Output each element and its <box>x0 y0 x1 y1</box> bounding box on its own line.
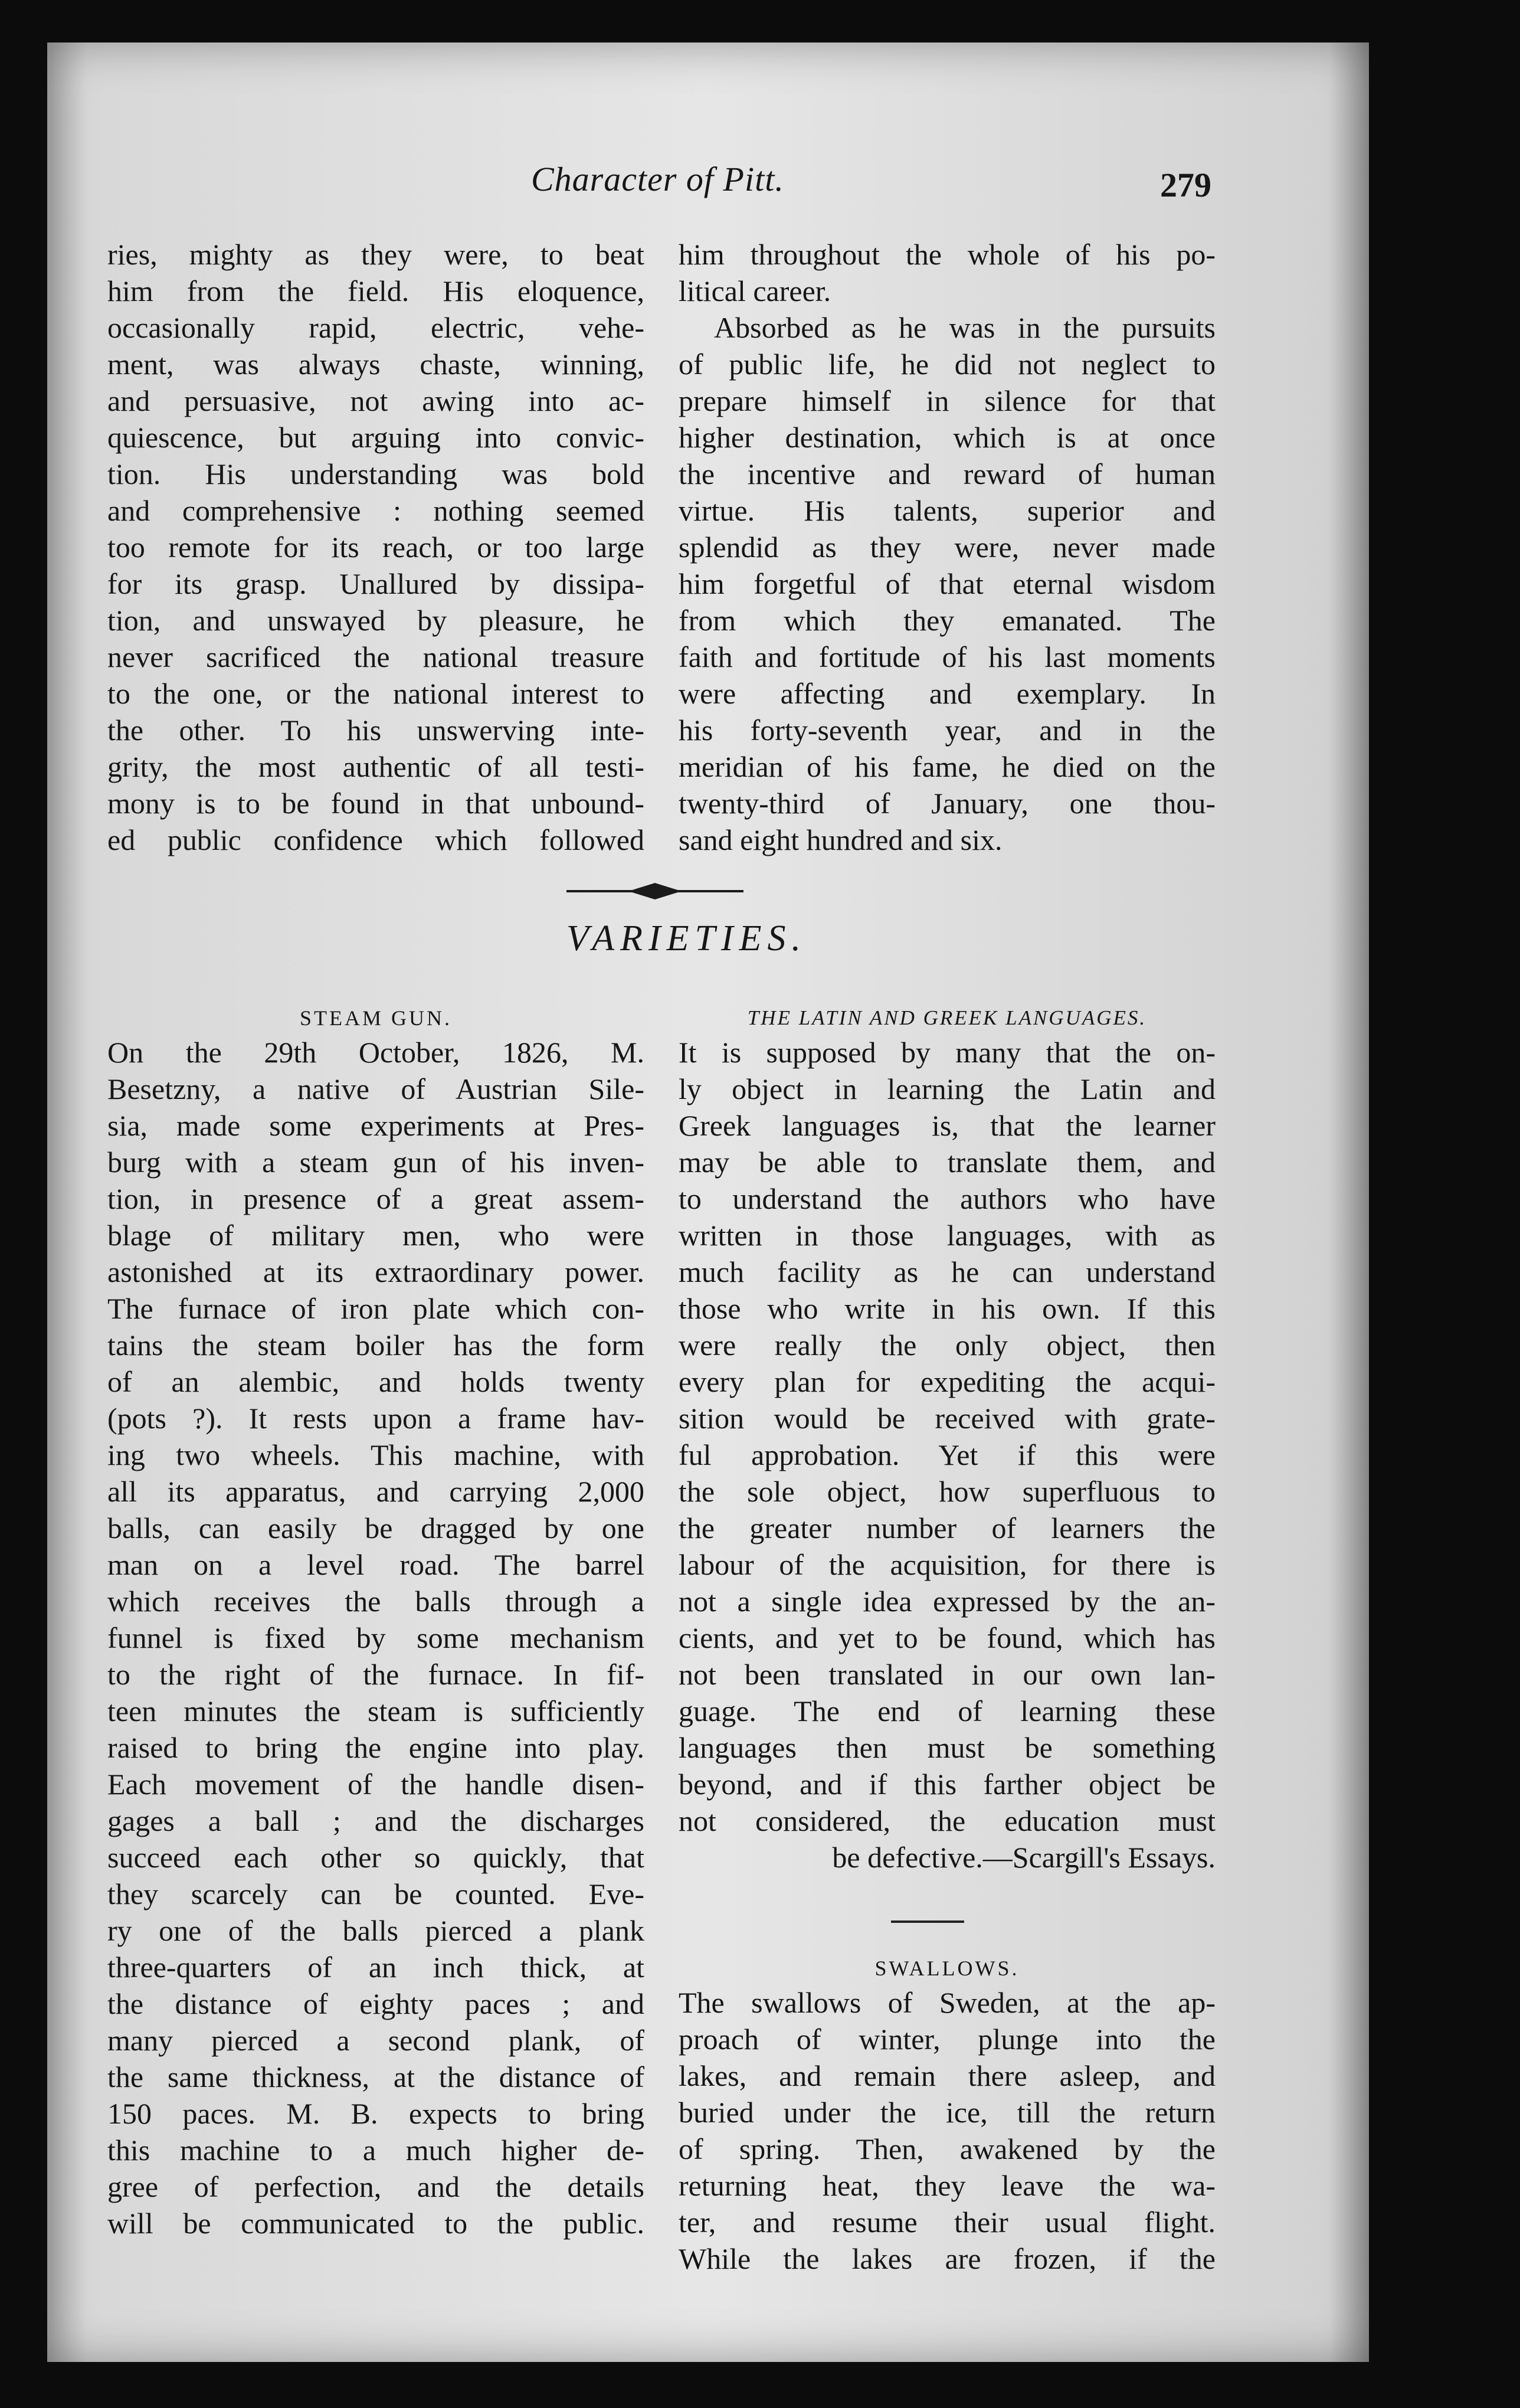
text-line: cients, and yet to be found, which has <box>679 1621 1216 1654</box>
text-line: tion, in presence of a great assem- <box>107 1182 644 1215</box>
text-line: the incentive and reward of human <box>679 457 1216 490</box>
text-line: will be communicated to the public. <box>107 2207 644 2240</box>
text-line: languages then must be something <box>679 1731 1216 1764</box>
text-line: Besetzny, a native of Austrian Sile- <box>107 1072 644 1105</box>
text-line: from which they emanated. The <box>679 604 1216 637</box>
text-line: all its apparatus, and carrying 2,000 <box>107 1475 644 1508</box>
text-line: prepare himself in silence for that <box>679 384 1216 417</box>
text-line: virtue. His talents, superior and <box>679 494 1216 527</box>
text-line: this machine to a much higher de- <box>107 2134 644 2167</box>
text-line: gages a ball ; and the discharges <box>107 1804 644 1837</box>
text-line: the greater number of learners the <box>679 1511 1216 1545</box>
text-line: occasionally rapid, electric, vehe- <box>107 311 644 344</box>
text-line: too remote for its reach, or too large <box>107 531 644 564</box>
text-line: him from the field. His eloquence, <box>107 274 644 307</box>
running-title: Character of Pitt. <box>531 160 784 198</box>
text-line: much facility as he can understand <box>679 1255 1216 1288</box>
text-line: were affecting and exemplary. In <box>679 677 1216 710</box>
text-line: burg with a steam gun of his inven- <box>107 1146 644 1179</box>
text-line: which receives the balls through a <box>107 1585 644 1618</box>
text-line: ful approbation. Yet if this were <box>679 1438 1216 1471</box>
text-line: of spring. Then, awakened by the <box>679 2132 1216 2165</box>
swallows-heading: SWALLOWS. <box>874 1956 1020 1980</box>
section-title-varieties: VARIETIES. <box>566 918 807 958</box>
text-line: ing two wheels. This machine, with <box>107 1438 644 1471</box>
text-line: may be able to translate them, and <box>679 1146 1216 1179</box>
text-line: Absorbed as he was in the pursuits <box>714 311 1216 344</box>
text-line: The swallows of Sweden, at the ap- <box>679 1986 1216 2019</box>
text-line: splendid as they were, never made <box>679 531 1216 564</box>
steam-gun-article <box>107 997 644 2242</box>
text-line: for its grasp. Unallured by dissipa- <box>107 567 644 600</box>
text-line: (pots ?). It rests upon a frame hav- <box>107 1402 644 1435</box>
text-line: ment, was always chaste, winning, <box>107 348 644 381</box>
text-line: beyond, and if this farther object be <box>679 1768 1216 1801</box>
article-separator-rule <box>891 1920 964 1923</box>
text-line: sition would be received with grate- <box>679 1402 1216 1435</box>
text-line: the distance of eighty paces ; and <box>107 1987 644 2020</box>
text-line: astonished at its extraordinary power. <box>107 1255 644 1288</box>
swallows-article <box>679 1948 1216 2277</box>
steam-gun-heading: STEAM GUN. <box>299 1006 452 1030</box>
text-line: It is supposed by many that the on- <box>679 1036 1216 1069</box>
text-line: succeed each other so quickly, that <box>107 1841 644 1874</box>
text-line: 150 paces. M. B. expects to bring <box>107 2097 644 2130</box>
text-line: and comprehensive : nothing seemed <box>107 494 644 527</box>
text-line: ter, and resume their usual flight. <box>679 2206 1216 2239</box>
text-line: were really the only object, then <box>679 1329 1216 1362</box>
text-line: mony is to be found in that unbound- <box>107 787 644 820</box>
ornamental-divider <box>566 878 743 904</box>
text-line: the same thickness, at the distance of <box>107 2060 644 2093</box>
text-line: ly object in learning the Latin and <box>679 1072 1216 1105</box>
text-line: blage of military men, who were <box>107 1219 644 1252</box>
text-line: the sole object, how superfluous to <box>679 1475 1216 1508</box>
text-line: proach of winter, plunge into the <box>679 2023 1216 2056</box>
text-line: lakes, and remain there asleep, and <box>679 2059 1216 2092</box>
text-line: the other. To his unswerving inte- <box>107 714 644 747</box>
text-line: every plan for expediting the acqui- <box>679 1365 1216 1398</box>
text-line: twenty-third of January, one thou- <box>679 787 1216 820</box>
text-line: grity, the most authentic of all testi- <box>107 750 644 783</box>
text-line: returning heat, they leave the wa- <box>679 2169 1216 2202</box>
text-line: raised to bring the engine into play. <box>107 1731 644 1764</box>
text-line: labour of the acquisition, for there is <box>679 1548 1216 1581</box>
text-line: be defective.—Scargill's Essays. <box>832 1841 1216 1874</box>
text-line: him throughout the whole of his po- <box>679 238 1216 271</box>
text-line: ries, mighty as they were, to beat <box>107 238 644 271</box>
latin-greek-article <box>679 997 1216 1876</box>
text-line: faith and fortitude of his last moments <box>679 640 1216 673</box>
text-line: tion. His understanding was bold <box>107 457 644 490</box>
text-line: guage. The end of learning these <box>679 1694 1216 1728</box>
text-line: ed public confidence which followed <box>107 823 644 856</box>
text-line: of an alembic, and holds twenty <box>107 1365 644 1398</box>
text-line: they scarcely can be counted. Eve- <box>107 1877 644 1910</box>
text-line: Each movement of the handle disen- <box>107 1768 644 1801</box>
text-line: to the right of the furnace. In fif- <box>107 1658 644 1691</box>
text-line: buried under the ice, till the return <box>679 2096 1216 2129</box>
text-line: litical career. <box>679 274 831 307</box>
text-line: sand eight hundred and six. <box>679 823 1003 856</box>
text-line: meridian of his fame, he died on the <box>679 750 1216 783</box>
text-line: not considered, the education must <box>679 1804 1216 1837</box>
page-number: 279 <box>1160 166 1211 204</box>
text-line: teen minutes the steam is sufficiently <box>107 1694 644 1728</box>
text-line: balls, can easily be dragged by one <box>107 1511 644 1545</box>
text-line: those who write in his own. If this <box>679 1292 1216 1325</box>
text-line: to understand the authors who have <box>679 1182 1216 1215</box>
text-line: never sacrificed the national treasure <box>107 640 644 673</box>
text-line: many pierced a second plank, of <box>107 2024 644 2057</box>
text-line: written in those languages, with as <box>679 1219 1216 1252</box>
text-line: On the 29th October, 1826, M. <box>107 1036 644 1069</box>
latin-greek-heading: THE LATIN AND GREEK LANGUAGES. <box>747 1006 1147 1029</box>
text-line: quiescence, but arguing into convic- <box>107 421 644 454</box>
pitt-text-right-column <box>679 236 1216 858</box>
text-line: funnel is fixed by some mechanism <box>107 1621 644 1654</box>
text-line: tion, and unswayed by pleasure, he <box>107 604 644 637</box>
text-line: sia, made some experiments at Pres- <box>107 1109 644 1142</box>
text-line: Greek languages is, that the learner <box>679 1109 1216 1142</box>
pitt-text-left-column <box>107 236 644 858</box>
text-line: The furnace of iron plate which con- <box>107 1292 644 1325</box>
text-line: to the one, or the national interest to <box>107 677 644 710</box>
text-line: While the lakes are frozen, if the <box>679 2242 1216 2275</box>
text-line: his forty-seventh year, and in the <box>679 714 1216 747</box>
text-line: of public life, he did not neglect to <box>679 348 1216 381</box>
text-line: gree of perfection, and the details <box>107 2170 644 2203</box>
text-line: tains the steam boiler has the form <box>107 1329 644 1362</box>
text-line: ry one of the balls pierced a plank <box>107 1914 644 1947</box>
text-line: and persuasive, not awing into ac- <box>107 384 644 417</box>
text-line: him forgetful of that eternal wisdom <box>679 567 1216 600</box>
text-line: not been translated in our own lan- <box>679 1658 1216 1691</box>
text-line: three-quarters of an inch thick, at <box>107 1951 644 1984</box>
text-line: not a single idea expressed by the an- <box>679 1585 1216 1618</box>
text-line: higher destination, which is at once <box>679 421 1216 454</box>
text-line: man on a level road. The barrel <box>107 1548 644 1581</box>
